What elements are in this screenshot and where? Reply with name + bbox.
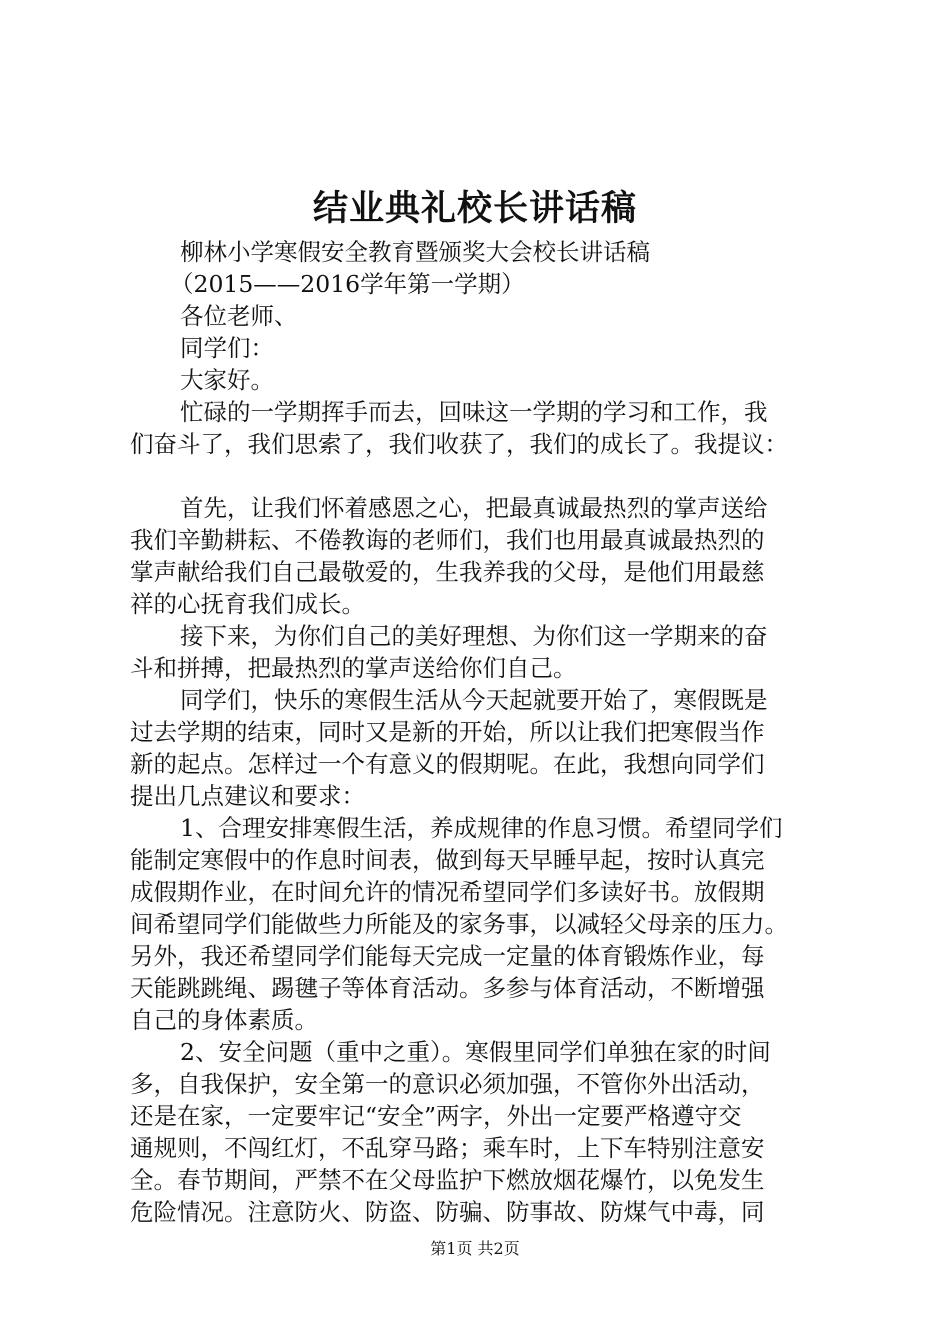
document-body	[130, 236, 840, 1228]
paragraph-line: 全。春节期间，严禁不在父母监护下燃放烟花爆竹，以免发生	[130, 1166, 765, 1194]
paragraph-line: 危险情况。注意防火、防盗、防骗、防事故、防煤气中毒，同	[130, 1198, 765, 1226]
paragraph-line: 祥的心抚育我们成长。	[130, 590, 365, 618]
paragraph-line: 同学们，快乐的寒假生活从今天起就要开始了，寒假既是	[180, 686, 768, 714]
page-footer: 第1页 共2页	[430, 1239, 520, 1258]
paragraph-line: 过去学期的结束，同时又是新的开始，所以让我们把寒假当作	[130, 718, 765, 746]
paragraph-gap	[130, 460, 840, 492]
paragraph-line: 成假期作业，在时间允许的情况希望同学们多读好书。放假期	[130, 878, 765, 906]
paragraph-line: 1、合理安排寒假生活，养成规律的作息习惯。希望同学们	[180, 814, 783, 842]
paragraph-line: 多，自我保护，安全第一的意识必须加强，不管你外出活动，	[130, 1070, 765, 1098]
paragraph-line: 新的起点。怎样过一个有意义的假期呢。在此，我想向同学们	[130, 750, 765, 778]
paragraph-line: 2、安全问题（重中之重）。寒假里同学们单独在家的时间	[180, 1038, 771, 1066]
paragraph-line: 间希望同学们能做些力所能及的家务事，以减轻父母亲的压力。	[130, 910, 788, 938]
salutation-line: 同学们：	[180, 334, 274, 362]
paragraph-line: 通规则，不闯红灯，不乱穿马路；乘车时，上下车特别注意安	[130, 1134, 765, 1162]
paragraph-line: 还是在家，一定要牢记“安全”两字，外出一定要严格遵守交	[130, 1102, 742, 1130]
paragraph-line: 提出几点建议和要求：	[130, 782, 365, 810]
paragraph-line: 斗和拼搏，把最热烈的掌声送给你们自己。	[130, 654, 577, 682]
paragraph-line: 天能跳跳绳、踢毽子等体育活动。多参与体育活动，不断增强	[130, 974, 765, 1002]
paragraph-line: 另外，我还希望同学们能每天完成一定量的体育锻炼作业，每	[130, 942, 765, 970]
subtitle-line: 柳林小学寒假安全教育暨颁奖大会校长讲话稿	[180, 238, 650, 266]
paragraph-line: 忙碌的一学期挥手而去，回味这一学期的学习和工作，我	[180, 398, 768, 426]
paragraph-line: 们奋斗了，我们思索了，我们收获了，我们的成长了。我提议：	[130, 430, 788, 458]
document-title: 结业典礼校长讲话稿	[312, 188, 637, 229]
paragraph-line: 自己的身体素质。	[130, 1006, 318, 1034]
semester-line: （2015——2016学年第一学期）	[170, 270, 525, 298]
paragraph-line: 接下来，为你们自己的美好理想、为你们这一学期来的奋	[180, 622, 768, 650]
paragraph-line: 首先，让我们怀着感恩之心，把最真诚最热烈的掌声送给	[180, 494, 768, 522]
paragraph-line: 能制定寒假中的作息时间表，做到每天早睡早起，按时认真完	[130, 846, 765, 874]
paragraph-line: 我们辛勤耕耘、不倦教诲的老师们，我们也用最真诚最热烈的	[130, 526, 765, 554]
paragraph-line: 掌声献给我们自己最敬爱的，生我养我的父母，是他们用最慈	[130, 558, 765, 586]
salutation-line: 各位老师、	[180, 302, 298, 330]
greeting-line: 大家好。	[180, 366, 274, 394]
